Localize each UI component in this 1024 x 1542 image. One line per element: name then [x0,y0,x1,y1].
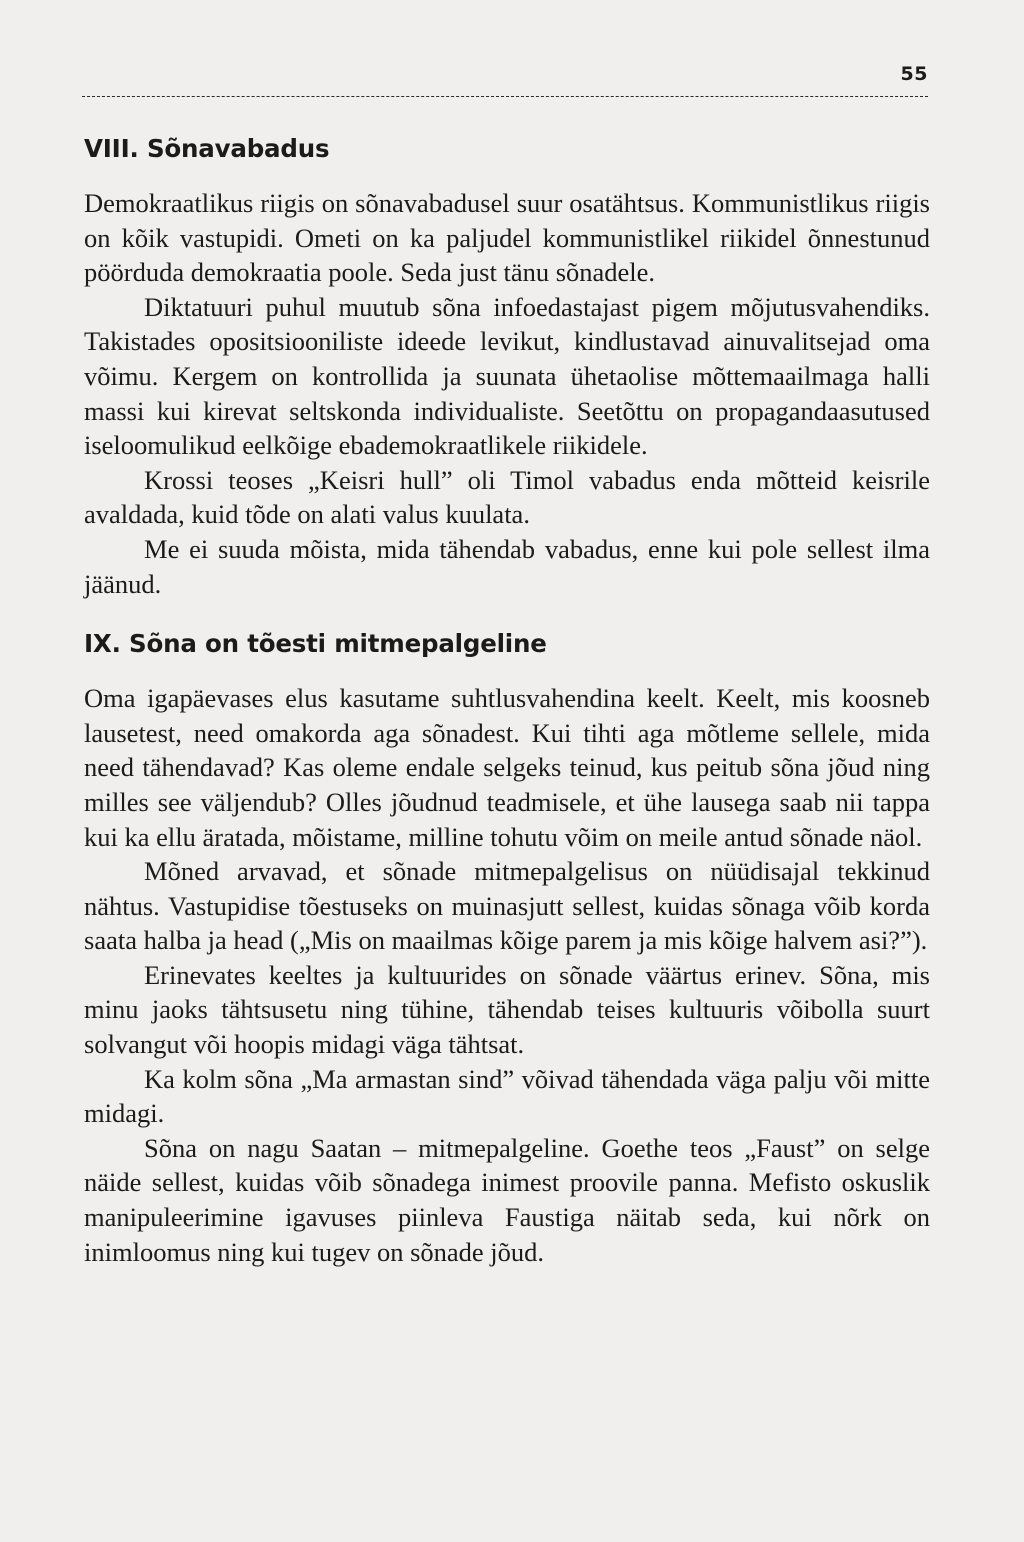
section-heading-viii: VIII. Sõnavabadus [84,134,330,163]
section-heading-ix: IX. Sõna on tõesti mitmepalgeline [84,629,547,659]
paragraph: Oma igapäevases elus kasutame suhtlusvahendina keelt. Keelt, mis koosneb lausetest, need omakorda aga sõnadest. Kui tihti aga mõtleme sellele, mida need tähendavad? Kas oleme endale selgeks teinud, kus peitub sõna jõud ning milles see väljendub? Olles jõudnud teadmisele, et ühe lausega saab nii tappa kui ka ellu äratada, mõistame, milline tohutu võim on meile antud sõnade näol. [84,683,930,852]
paragraph: Me ei suuda mõista, mida tähendab vabadus, enne kui pole sellest ilma jäänud. [84,533,930,599]
paragraph: Diktatuuri puhul muutub sõna infoedastajast pigem mõjutusvahendiks. Takistades opositsiooniliste ideede levikut, kindlustavad ainuvalitsejad oma võimu. Kergem on kontrollida ja suunata ühetaolise mõttemaailmaga halli massi kui kirevat seltskonda individualiste. Seetõttu on propagandaasutused iseloomulikud eelkõige ebademokraatlikele riikidele. [84,291,930,461]
paragraph: Mõned arvavad, et sõnade mitmepalgelisus on nüüdisajal tekkinud nähtus. Vastupidise tõestuseks on muinasjutt sellest, kuidas sõnaga võib korda saata halba ja head („Mis on maailmas kõige parem ja mis kõige halvem asi?”). [84,856,930,956]
page-body [84,134,930,1269]
paragraph: Demokraatlikus riigis on sõnavabadusel suur osatähtsus. Kommunistlikus riigis on kõik vastupidi. Ometi on ka paljudel kommunistlikel riikidel õnnestunud pöörduda demokraatia poole. Seda just tänu sõnadele. [84,188,930,288]
page-number: 55 [900,63,928,85]
header-divider [82,96,928,97]
paragraph: Sõna on nagu Saatan – mitmepalgeline. Goethe teos „Faust” on selge näide sellest, kuidas võib sõnadega inimest proovile panna. Mefisto oskuslik manipuleerimine igavuses piinleva Faustiga näitab seda, kui nõrk on inimloomus ning kui tugev on sõnade jõud. [84,1132,930,1267]
paragraph: Ka kolm sõna „Ma armastan sind” võivad tähendada väga palju või mitte midagi. [84,1063,930,1129]
paragraph: Krossi teoses „Keisri hull” oli Timol vabadus enda mõtteid keisrile avaldada, kuid tõde on alati valus kuulata. [84,464,930,530]
paragraph: Erinevates keeltes ja kultuurides on sõnade väärtus erinev. Sõna, mis minu jaoks tähtsusetu ning tühine, tähendab teises kultuuris võibolla suurt solvangut või hoopis midagi väga tähtsat. [84,959,930,1060]
